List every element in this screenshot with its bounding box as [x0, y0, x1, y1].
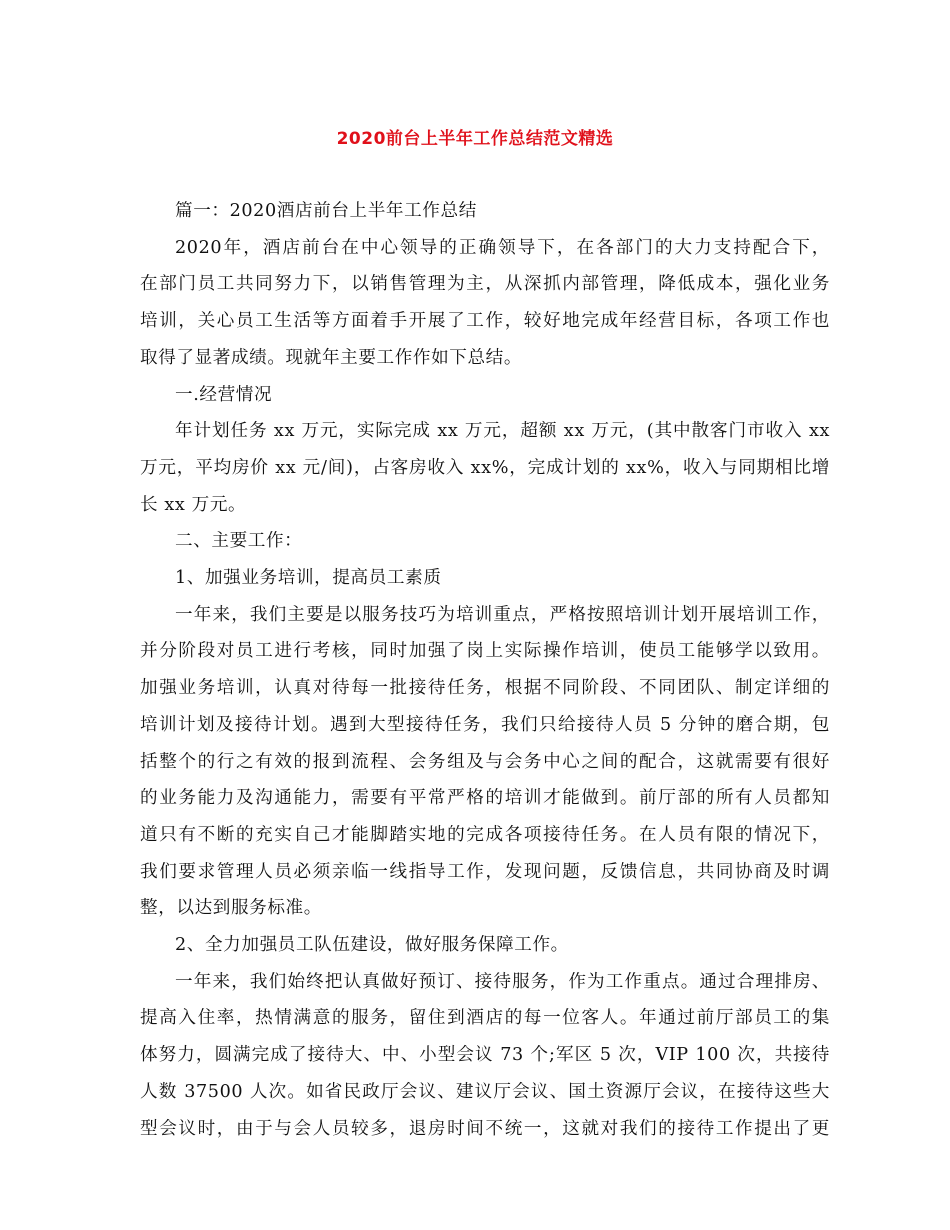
- text-line: 人数 37500 人次。如省民政厅会议、建议厅会议、国土资源厅会议，在接待这些大: [140, 1081, 830, 1102]
- text-line: 2020年，酒店前台在中心领导的正确领导下，在各部门的大力支持配合下，: [175, 237, 830, 258]
- text-line: 并分阶段对员工进行考核，同时加强了岗上实际操作培训，使员工能够学以致用。: [140, 641, 830, 662]
- text-line: 体努力，圆满完成了接待大、中、小型会议 73 个;军区 5 次，VIP 100 次，共接待: [140, 1045, 830, 1066]
- text-line: 括整个的行之有效的报到流程、会务组及与会务中心之间的配合，这就需要有很好: [140, 751, 830, 772]
- text-line: 篇一：2020酒店前台上半年工作总结: [175, 201, 477, 221]
- text-line: 整，以达到服务标准。: [140, 898, 322, 919]
- text-line: 的业务能力及沟通能力，需要有平常严格的培训才能做到。前厅部的所有人员都知: [140, 788, 830, 809]
- text-line: 我们要求管理人员必须亲临一线指导工作，发现问题，反馈信息，共同协商及时调: [140, 861, 830, 882]
- text-line: 2、全力加强员工队伍建设，做好服务保障工作。: [175, 935, 569, 955]
- text-line: 一年来，我们主要是以服务技巧为培训重点，严格按照培训计划开展培训工作，: [175, 604, 830, 625]
- text-line: 培训，关心员工生活等方面着手开展了工作，较好地完成年经营目标，各项工作也: [140, 311, 830, 332]
- text-line: 万元，平均房价 xx 元/间)，占客房收入 xx%，完成计划的 xx%，收入与同期相比增: [140, 457, 830, 478]
- text-line: 二、主要工作：: [175, 531, 303, 552]
- text-line: 在部门员工共同努力下，以销售管理为主，从深抓内部管理，降低成本，强化业务: [140, 274, 830, 295]
- text-line: 道只有不断的充实自己才能脚踏实地的完成各项接待任务。在人员有限的情况下，: [140, 824, 830, 845]
- text-line: 提高入住率，热情满意的服务，留住到酒店的每一位客人。年通过前厅部员工的集: [140, 1008, 830, 1029]
- text-line: 型会议时，由于与会人员较多，退房时间不统一，这就对我们的接待工作提出了更: [140, 1118, 830, 1139]
- text-line: 年计划任务 xx 万元，实际完成 xx 万元，超额 xx 万元，(其中散客门市收入 xx: [175, 421, 830, 442]
- text-line: 长 xx 万元。: [140, 494, 247, 515]
- text-line: 一年来，我们始终把认真做好预订、接待服务，作为工作重点。通过合理排房、: [175, 971, 830, 992]
- text-line: 1、加强业务培训，提高员工素质: [175, 568, 442, 588]
- text-line: 培训计划及接待计划。遇到大型接待任务，我们只给接待人员 5 分钟的磨合期，包: [140, 714, 830, 735]
- text-line: 取得了显著成绩。现就年主要工作作如下总结。: [140, 347, 523, 368]
- document-title: 2020前台上半年工作总结范文精选: [336, 129, 614, 149]
- text-line: 加强业务培训，认真对待每一批接待任务，根据不同阶段、不同团队、制定详细的: [140, 678, 830, 699]
- text-line: 一.经营情况: [175, 384, 273, 405]
